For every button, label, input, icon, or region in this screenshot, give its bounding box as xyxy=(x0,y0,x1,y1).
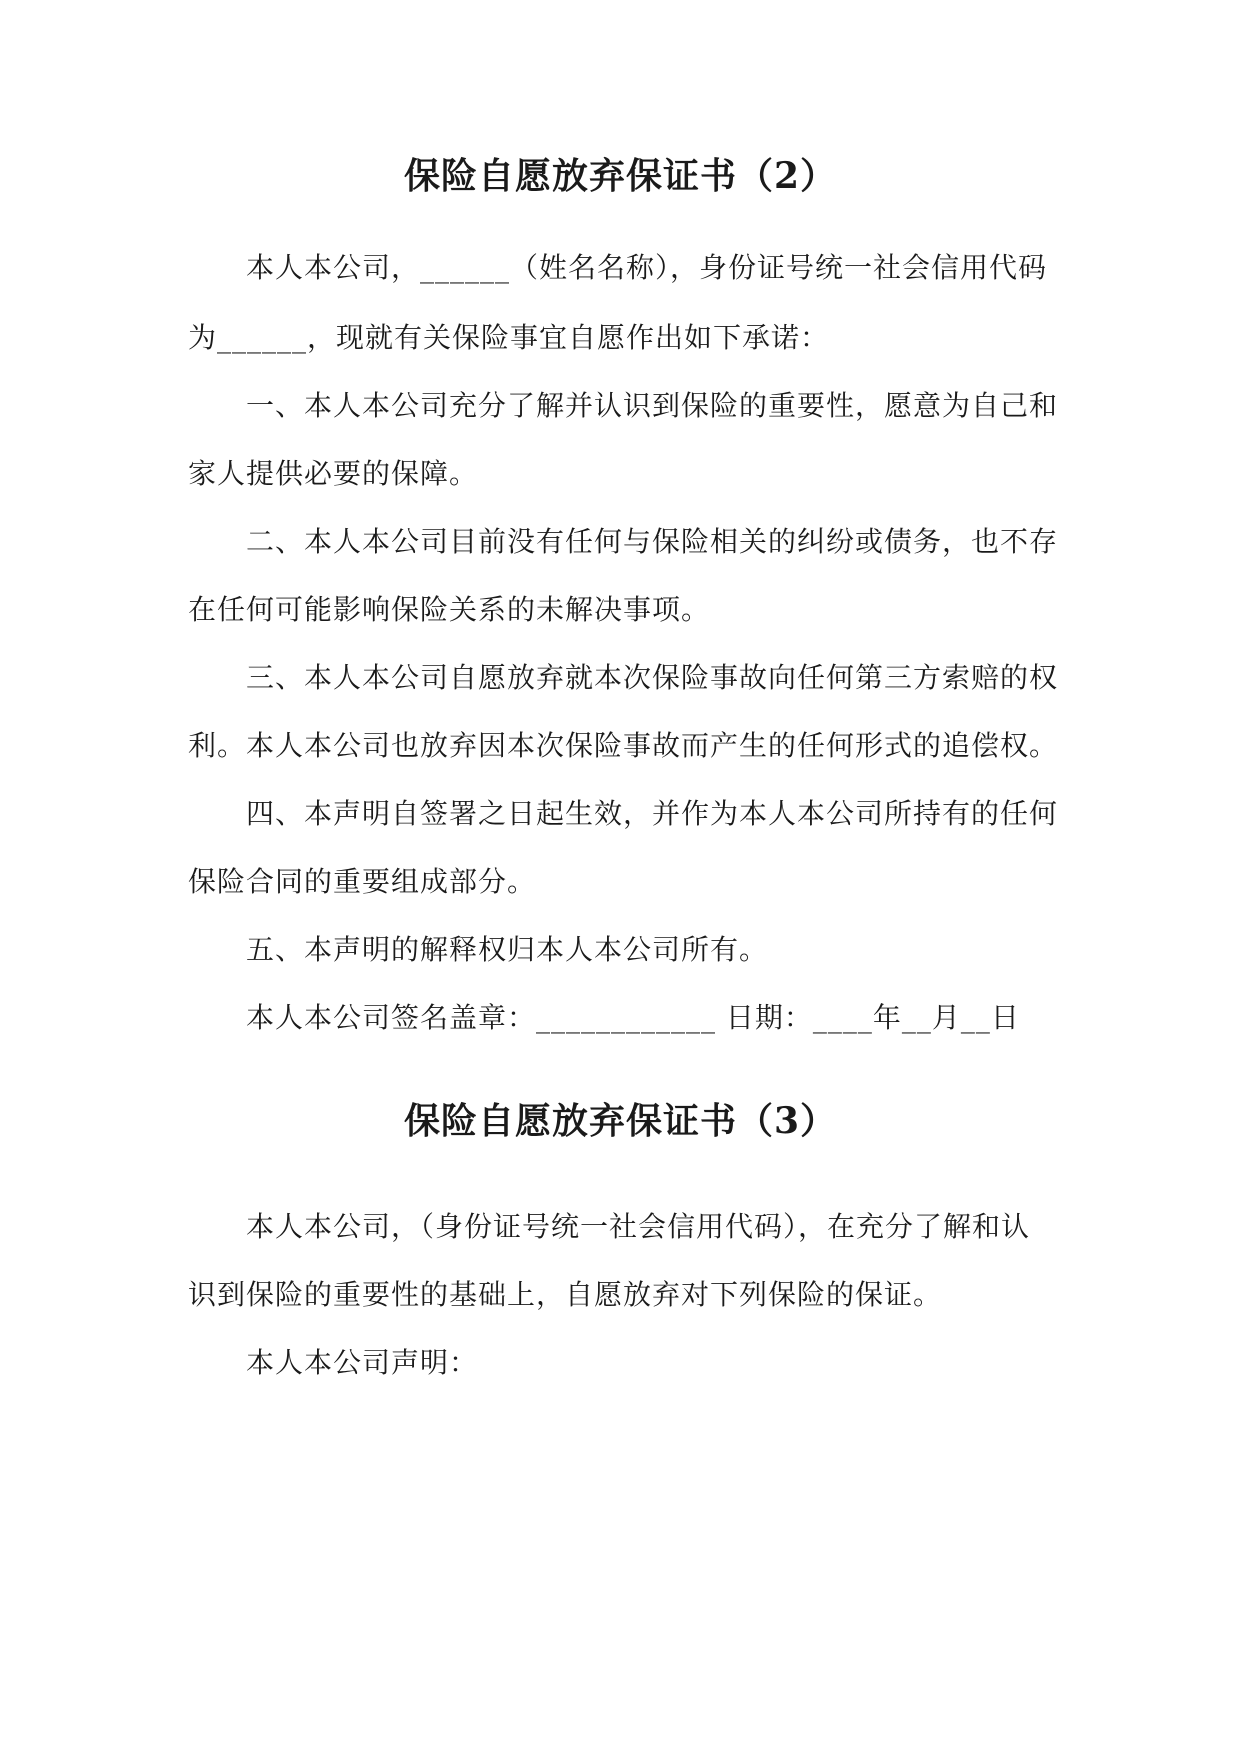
document-title-2: 保险自愿放弃保证书（2） xyxy=(403,155,838,197)
clause-4-line-1: 四、本声明自签署之日起生效，并作为本人本公司所持有的任何 xyxy=(246,797,1059,830)
clause-2-line-2: 在任何可能影响保险关系的未解决事项。 xyxy=(188,593,711,626)
clause-3-line-2: 利。本人本公司也放弃因本次保险事故而产生的任何形式的追偿权。 xyxy=(188,729,1059,762)
signature-date-line: 本人本公司签名盖章：____________ 日期：____年__月__日 xyxy=(246,1001,1020,1034)
document-title-3: 保险自愿放弃保证书（3） xyxy=(403,1100,838,1142)
paragraph-intro-line-1: 本人本公司，______（姓名名称），身份证号统一社会信用代码 xyxy=(246,251,1048,284)
clause-1-line-2: 家人提供必要的保障。 xyxy=(188,457,479,490)
clause-3-line-1: 三、本人本公司自愿放弃就本次保险事故向任何第三方索赔的权 xyxy=(246,661,1059,694)
clause-5: 五、本声明的解释权归本人本公司所有。 xyxy=(246,933,769,966)
section3-declaration-heading: 本人本公司声明： xyxy=(246,1346,479,1379)
section3-intro-line-1: 本人本公司，（身份证号统一社会信用代码），在充分了解和认 xyxy=(246,1210,1031,1243)
section3-intro-line-2: 识到保险的重要性的基础上，自愿放弃对下列保险的保证。 xyxy=(188,1278,943,1311)
paragraph-intro-line-2: 为______，现就有关保险事宜自愿作出如下承诺： xyxy=(188,321,830,354)
clause-1-line-1: 一、本人本公司充分了解并认识到保险的重要性，愿意为自己和 xyxy=(246,389,1059,422)
clause-4-line-2: 保险合同的重要组成部分。 xyxy=(188,865,537,898)
clause-2-line-1: 二、本人本公司目前没有任何与保险相关的纠纷或债务，也不存 xyxy=(246,525,1059,558)
